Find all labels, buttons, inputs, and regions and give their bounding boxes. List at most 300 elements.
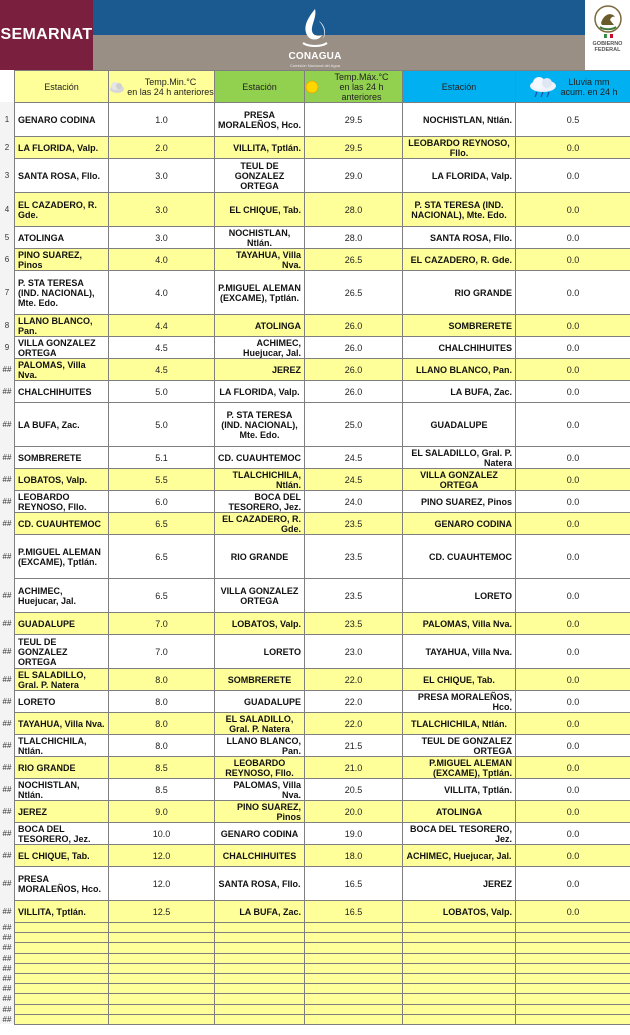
rain-cell: 0.0 — [516, 159, 630, 193]
station-rain-cell: CD. CUAUHTEMOC — [403, 535, 516, 579]
station-min-cell: CD. CUAUHTEMOC — [15, 513, 109, 535]
table-row — [15, 901, 630, 923]
rain-cell: 0.0 — [516, 613, 630, 635]
station-max-cell: RIO GRANDE — [215, 535, 305, 579]
empty-row — [15, 1014, 630, 1024]
table-header-row — [15, 71, 630, 103]
temp-max-cell: 28.0 — [305, 193, 403, 227]
row-number: ## — [0, 866, 14, 900]
temp-max-cell: 24.5 — [305, 447, 403, 469]
empty-cell — [109, 1004, 215, 1014]
temp-min-cell: 12.0 — [109, 845, 215, 867]
empty-row — [15, 943, 630, 953]
table-row — [15, 823, 630, 845]
temp-max-cell: 20.5 — [305, 779, 403, 801]
station-rain-cell: TAYAHUA, Villa Nva. — [403, 635, 516, 669]
station-rain-cell: P. STA TERESA (IND. NACIONAL), Mte. Edo. — [403, 193, 516, 227]
empty-cell — [305, 943, 403, 953]
row-number: ## — [0, 712, 14, 734]
temp-min-cell: 4.0 — [109, 249, 215, 271]
row-number: ## — [0, 690, 14, 712]
station-max-cell: LLANO BLANCO, Pan. — [215, 735, 305, 757]
header-temp-min-sub: en las 24 h anteriores — [127, 86, 214, 97]
header-estacion-rain — [403, 71, 516, 103]
station-min-cell: P. STA TERESA (IND. NACIONAL), Mte. Edo. — [15, 271, 109, 315]
table-row — [15, 359, 630, 381]
station-max-cell: LOBATOS, Valp. — [215, 613, 305, 635]
water-drop-icon — [297, 7, 333, 51]
table-row — [15, 337, 630, 359]
empty-row — [15, 953, 630, 963]
row-number: ## — [0, 932, 14, 942]
table-row — [15, 735, 630, 757]
station-max-cell: PRESA MORALEÑOS, Hco. — [215, 103, 305, 137]
empty-cell — [15, 953, 109, 963]
table-row — [15, 757, 630, 779]
station-min-cell: TEUL DE GONZALEZ ORTEGA — [15, 635, 109, 669]
empty-cell — [305, 923, 403, 933]
station-min-cell: EL SALADILLO, Gral. P. Natera — [15, 669, 109, 691]
temp-min-cell: 8.0 — [109, 691, 215, 713]
empty-cell — [305, 994, 403, 1004]
table-row — [15, 867, 630, 901]
temp-min-cell: 8.5 — [109, 757, 215, 779]
temp-min-cell: 12.0 — [109, 867, 215, 901]
station-rain-cell: PRESA MORALEÑOS, Hco. — [403, 691, 516, 713]
row-number: ## — [0, 822, 14, 844]
table-row — [15, 691, 630, 713]
gobierno-label — [593, 41, 623, 53]
empty-cell — [403, 963, 516, 973]
temp-max-cell: 21.5 — [305, 735, 403, 757]
station-rain-cell: PALOMAS, Villa Nva. — [403, 613, 516, 635]
federal-text: FEDERAL — [594, 47, 621, 53]
row-number: ## — [0, 993, 14, 1003]
empty-cell — [109, 923, 215, 933]
rain-cell: 0.0 — [516, 469, 630, 491]
empty-cell — [109, 973, 215, 983]
row-number: 1 — [0, 102, 14, 136]
row-number: ## — [0, 1004, 14, 1014]
table-row — [15, 381, 630, 403]
national-shield-icon — [592, 3, 624, 39]
row-number: ## — [0, 953, 14, 963]
row-number: ## — [0, 668, 14, 690]
station-max-cell: EL CHIQUE, Tab. — [215, 193, 305, 227]
station-rain-cell: GENARO CODINA — [403, 513, 516, 535]
header-temp-min-title: Temp.Min.°C — [144, 76, 197, 87]
temp-min-cell: 6.5 — [109, 579, 215, 613]
rain-cell: 0.0 — [516, 513, 630, 535]
empty-cell — [403, 933, 516, 943]
station-min-cell: LLANO BLANCO, Pan. — [15, 315, 109, 337]
row-number: ## — [0, 358, 14, 380]
temp-min-cell: 4.0 — [109, 271, 215, 315]
temp-min-cell: 12.5 — [109, 901, 215, 923]
temp-max-cell: 26.0 — [305, 381, 403, 403]
empty-cell — [215, 984, 305, 994]
temp-min-cell: 1.0 — [109, 103, 215, 137]
temp-max-cell: 23.5 — [305, 579, 403, 613]
station-max-cell: VILLA GONZALEZ ORTEGA — [215, 579, 305, 613]
row-number: 8 — [0, 314, 14, 336]
empty-cell — [516, 973, 630, 983]
table-row — [15, 315, 630, 337]
header-temp-max — [305, 71, 403, 103]
empty-cell — [15, 1014, 109, 1024]
empty-row — [15, 984, 630, 994]
row-number: ## — [0, 468, 14, 490]
station-min-cell: PINO SUAREZ, Pinos — [15, 249, 109, 271]
station-min-cell: EL CHIQUE, Tab. — [15, 845, 109, 867]
empty-cell — [516, 984, 630, 994]
rain-cell: 0.0 — [516, 801, 630, 823]
empty-row — [15, 933, 630, 943]
header-temp-max-sub: en las 24 h anteriores — [339, 81, 384, 102]
table-row — [15, 845, 630, 867]
station-min-cell: P.MIGUEL ALEMAN (EXCAME), Tptlán. — [15, 535, 109, 579]
header-temp-min — [109, 71, 215, 103]
empty-cell — [109, 994, 215, 1004]
station-min-cell: ATOLINGA — [15, 227, 109, 249]
header-estacion-min — [15, 71, 109, 103]
temp-min-cell: 3.0 — [109, 227, 215, 249]
row-number: 3 — [0, 158, 14, 192]
station-min-cell: PALOMAS, Villa Nva. — [15, 359, 109, 381]
gobierno-text: GOBIERNO — [592, 41, 623, 47]
station-max-cell: TEUL DE GONZALEZ ORTEGA — [215, 159, 305, 193]
temp-max-cell: 26.0 — [305, 315, 403, 337]
station-max-cell: SANTA ROSA, Fllo. — [215, 867, 305, 901]
station-max-cell: ATOLINGA — [215, 315, 305, 337]
row-number: ## — [0, 778, 14, 800]
rain-cell: 0.0 — [516, 735, 630, 757]
empty-cell — [215, 994, 305, 1004]
table-row — [15, 513, 630, 535]
station-min-cell: TLALCHICHILA, Ntlán. — [15, 735, 109, 757]
rain-cell: 0.0 — [516, 249, 630, 271]
table-row — [15, 193, 630, 227]
temp-min-cell: 8.0 — [109, 669, 215, 691]
row-number: 6 — [0, 248, 14, 270]
rain-cell: 0.0 — [516, 535, 630, 579]
station-max-cell: EL SALADILLO, Gral. P. Natera — [215, 713, 305, 735]
rain-cell: 0.0 — [516, 901, 630, 923]
station-min-cell: SANTA ROSA, Fllo. — [15, 159, 109, 193]
empty-row — [15, 994, 630, 1004]
temp-min-cell: 3.0 — [109, 193, 215, 227]
station-max-cell: P. STA TERESA (IND. NACIONAL), Mte. Edo. — [215, 403, 305, 447]
temp-max-cell: 29.0 — [305, 159, 403, 193]
empty-cell — [516, 953, 630, 963]
temp-min-cell: 4.4 — [109, 315, 215, 337]
empty-cell — [15, 943, 109, 953]
header-estacion-label: Estación — [242, 81, 277, 92]
station-rain-cell: VILLA GONZALEZ ORTEGA — [403, 469, 516, 491]
empty-cell — [403, 984, 516, 994]
empty-cell — [15, 963, 109, 973]
temp-min-cell: 4.5 — [109, 359, 215, 381]
station-max-cell: VILLITA, Tptlán. — [215, 137, 305, 159]
table-row — [15, 669, 630, 691]
empty-cell — [403, 1014, 516, 1024]
station-min-cell: RIO GRANDE — [15, 757, 109, 779]
row-number: ## — [0, 402, 14, 446]
rain-cloud-icon — [528, 76, 558, 98]
temp-max-cell: 28.0 — [305, 227, 403, 249]
row-number: ## — [0, 534, 14, 578]
empty-cell — [403, 943, 516, 953]
empty-cell — [15, 923, 109, 933]
row-number: ## — [0, 922, 14, 932]
station-max-cell: LEOBARDO REYNOSO, Fllo. — [215, 757, 305, 779]
station-min-cell: SOMBRERETE — [15, 447, 109, 469]
temp-max-cell: 20.0 — [305, 801, 403, 823]
sun-icon — [305, 80, 319, 94]
rain-cell: 0.0 — [516, 137, 630, 159]
empty-cell — [15, 1004, 109, 1014]
empty-cell — [215, 943, 305, 953]
conagua-label: CONAGUA — [288, 51, 342, 62]
temp-min-cell: 10.0 — [109, 823, 215, 845]
row-number: ## — [0, 756, 14, 778]
table-row — [15, 713, 630, 735]
temp-min-cell: 9.0 — [109, 801, 215, 823]
temp-max-cell: 23.0 — [305, 635, 403, 669]
conagua-logo — [285, 0, 345, 70]
station-rain-cell: PINO SUAREZ, Pinos — [403, 491, 516, 513]
temp-max-cell: 23.5 — [305, 513, 403, 535]
temp-max-cell: 23.5 — [305, 535, 403, 579]
row-number: ## — [0, 380, 14, 402]
row-number: 4 — [0, 192, 14, 226]
station-rain-cell: TEUL DE GONZALEZ ORTEGA — [403, 735, 516, 757]
station-min-cell: LA BUFA, Zac. — [15, 403, 109, 447]
row-number: ## — [0, 512, 14, 534]
empty-cell — [305, 1004, 403, 1014]
table-row — [15, 469, 630, 491]
temp-max-cell: 24.0 — [305, 491, 403, 513]
rain-cell: 0.0 — [516, 271, 630, 315]
conagua-subtitle: Comisión Nacional del Agua — [289, 63, 341, 68]
empty-cell — [109, 933, 215, 943]
empty-cell — [215, 1004, 305, 1014]
header-temp-max-title: Temp.Máx.°C — [334, 71, 389, 82]
row-number: ## — [0, 1014, 14, 1024]
temp-max-cell: 29.5 — [305, 103, 403, 137]
empty-row — [15, 1004, 630, 1014]
table-row — [15, 159, 630, 193]
empty-cell — [109, 984, 215, 994]
station-rain-cell: ACHIMEC, Huejucar, Jal. — [403, 845, 516, 867]
row-number: ## — [0, 578, 14, 612]
empty-cell — [15, 984, 109, 994]
table-row — [15, 491, 630, 513]
station-rain-cell: TLALCHICHILA, Ntlán. — [403, 713, 516, 735]
station-rain-cell: SOMBRERETE — [403, 315, 516, 337]
empty-cell — [305, 953, 403, 963]
row-number: ## — [0, 942, 14, 952]
station-rain-cell: LLANO BLANCO, Pan. — [403, 359, 516, 381]
station-max-cell: LORETO — [215, 635, 305, 669]
temp-max-cell: 16.5 — [305, 901, 403, 923]
table-row — [15, 271, 630, 315]
station-rain-cell: EL CHIQUE, Tab. — [403, 669, 516, 691]
station-rain-cell: CHALCHIHUITES — [403, 337, 516, 359]
empty-cell — [215, 973, 305, 983]
temp-max-cell: 26.5 — [305, 271, 403, 315]
empty-cell — [516, 943, 630, 953]
empty-row — [15, 963, 630, 973]
station-min-cell: PRESA MORALEÑOS, Hco. — [15, 867, 109, 901]
table-row — [15, 635, 630, 669]
station-rain-cell: EL CAZADERO, R. Gde. — [403, 249, 516, 271]
temp-min-cell: 7.0 — [109, 613, 215, 635]
temp-max-cell: 18.0 — [305, 845, 403, 867]
empty-row — [15, 923, 630, 933]
cloud-icon — [109, 80, 125, 94]
temp-min-cell: 8.5 — [109, 779, 215, 801]
empty-cell — [109, 1014, 215, 1024]
station-max-cell: PINO SUAREZ, Pinos — [215, 801, 305, 823]
station-max-cell: PALOMAS, Villa Nva. — [215, 779, 305, 801]
empty-cell — [403, 1004, 516, 1014]
empty-cell — [15, 933, 109, 943]
row-number: 9 — [0, 336, 14, 358]
rain-cell: 0.0 — [516, 193, 630, 227]
empty-cell — [305, 1014, 403, 1024]
rain-cell: 0.0 — [516, 691, 630, 713]
temp-max-cell: 25.0 — [305, 403, 403, 447]
table-row — [15, 137, 630, 159]
station-max-cell: P.MIGUEL ALEMAN (EXCAME), Tptlán. — [215, 271, 305, 315]
station-min-cell: ACHIMEC, Huejucar, Jal. — [15, 579, 109, 613]
station-max-cell: NOCHISTLAN, Ntlán. — [215, 227, 305, 249]
header-rain-sub: acum. en 24 h — [560, 86, 618, 97]
empty-cell — [516, 963, 630, 973]
temp-max-cell: 22.0 — [305, 669, 403, 691]
station-max-cell: CHALCHIHUITES — [215, 845, 305, 867]
station-rain-cell: VILLITA, Tptlán. — [403, 779, 516, 801]
rain-cell: 0.0 — [516, 579, 630, 613]
rain-cell: 0.0 — [516, 669, 630, 691]
temp-min-cell: 5.0 — [109, 403, 215, 447]
table-row — [15, 103, 630, 137]
station-max-cell: GENARO CODINA — [215, 823, 305, 845]
row-number: ## — [0, 844, 14, 866]
rain-cell: 0.0 — [516, 315, 630, 337]
table-row — [15, 779, 630, 801]
header-rain-title: Lluvia mm — [568, 76, 610, 87]
rain-cell: 0.0 — [516, 381, 630, 403]
row-number: ## — [0, 734, 14, 756]
station-min-cell: GUADALUPE — [15, 613, 109, 635]
temp-max-cell: 26.0 — [305, 359, 403, 381]
row-number: ## — [0, 983, 14, 993]
row-number: ## — [0, 446, 14, 468]
header-estacion-max — [215, 71, 305, 103]
empty-cell — [403, 923, 516, 933]
row-number: ## — [0, 800, 14, 822]
row-number: ## — [0, 490, 14, 512]
rain-cell: 0.0 — [516, 757, 630, 779]
station-rain-cell: LA BUFA, Zac. — [403, 381, 516, 403]
empty-cell — [516, 933, 630, 943]
empty-cell — [403, 953, 516, 963]
empty-cell — [305, 984, 403, 994]
empty-cell — [15, 973, 109, 983]
empty-cell — [15, 994, 109, 1004]
empty-cell — [305, 973, 403, 983]
header-estacion-label: Estación — [441, 81, 477, 92]
header-rain — [516, 71, 630, 103]
station-rain-cell: LEOBARDO REYNOSO, Fllo. — [403, 137, 516, 159]
temp-max-cell: 26.0 — [305, 337, 403, 359]
station-rain-cell: JEREZ — [403, 867, 516, 901]
station-min-cell: TAYAHUA, Villa Nva. — [15, 713, 109, 735]
station-max-cell: ACHIMEC, Huejucar, Jal. — [215, 337, 305, 359]
station-min-cell: BOCA DEL TESORERO, Jez. — [15, 823, 109, 845]
weather-table — [14, 70, 630, 1025]
temp-min-cell: 5.5 — [109, 469, 215, 491]
empty-cell — [516, 994, 630, 1004]
temp-max-cell: 24.5 — [305, 469, 403, 491]
temp-min-cell: 5.1 — [109, 447, 215, 469]
semarnat-logo — [0, 0, 93, 70]
temp-max-cell: 19.0 — [305, 823, 403, 845]
station-min-cell: NOCHISTLAN, Ntlán. — [15, 779, 109, 801]
station-max-cell: CD. CUAUHTEMOC — [215, 447, 305, 469]
station-min-cell: GENARO CODINA — [15, 103, 109, 137]
row-number: ## — [0, 973, 14, 983]
station-rain-cell: EL SALADILLO, Gral. P. Natera — [403, 447, 516, 469]
station-max-cell: TAYAHUA, Villa Nva. — [215, 249, 305, 271]
station-rain-cell: ATOLINGA — [403, 801, 516, 823]
empty-cell — [215, 1014, 305, 1024]
station-min-cell: LEOBARDO REYNOSO, Fllo. — [15, 491, 109, 513]
rain-cell: 0.0 — [516, 403, 630, 447]
station-rain-cell: LOBATOS, Valp. — [403, 901, 516, 923]
station-rain-cell: LA FLORIDA, Valp. — [403, 159, 516, 193]
temp-max-cell: 16.5 — [305, 867, 403, 901]
empty-cell — [109, 963, 215, 973]
station-max-cell: TLALCHICHILA, Ntlán. — [215, 469, 305, 491]
temp-max-cell: 29.5 — [305, 137, 403, 159]
station-min-cell: EL CAZADERO, R. Gde. — [15, 193, 109, 227]
station-max-cell: BOCA DEL TESORERO, Jez. — [215, 491, 305, 513]
temp-max-cell: 26.5 — [305, 249, 403, 271]
temp-min-cell: 5.0 — [109, 381, 215, 403]
row-number: ## — [0, 963, 14, 973]
header-banner — [0, 0, 630, 70]
empty-cell — [215, 933, 305, 943]
table-row — [15, 535, 630, 579]
empty-cell — [109, 943, 215, 953]
station-max-cell: GUADALUPE — [215, 691, 305, 713]
rain-cell: 0.0 — [516, 635, 630, 669]
station-min-cell: CHALCHIHUITES — [15, 381, 109, 403]
header-estacion-label: Estación — [44, 81, 79, 92]
station-min-cell: JEREZ — [15, 801, 109, 823]
table-row — [15, 579, 630, 613]
station-max-cell: LA BUFA, Zac. — [215, 901, 305, 923]
table-row — [15, 801, 630, 823]
rain-cell: 0.0 — [516, 491, 630, 513]
station-rain-cell: BOCA DEL TESORERO, Jez. — [403, 823, 516, 845]
empty-cell — [516, 1004, 630, 1014]
rain-cell: 0.0 — [516, 337, 630, 359]
rain-cell: 0.0 — [516, 359, 630, 381]
